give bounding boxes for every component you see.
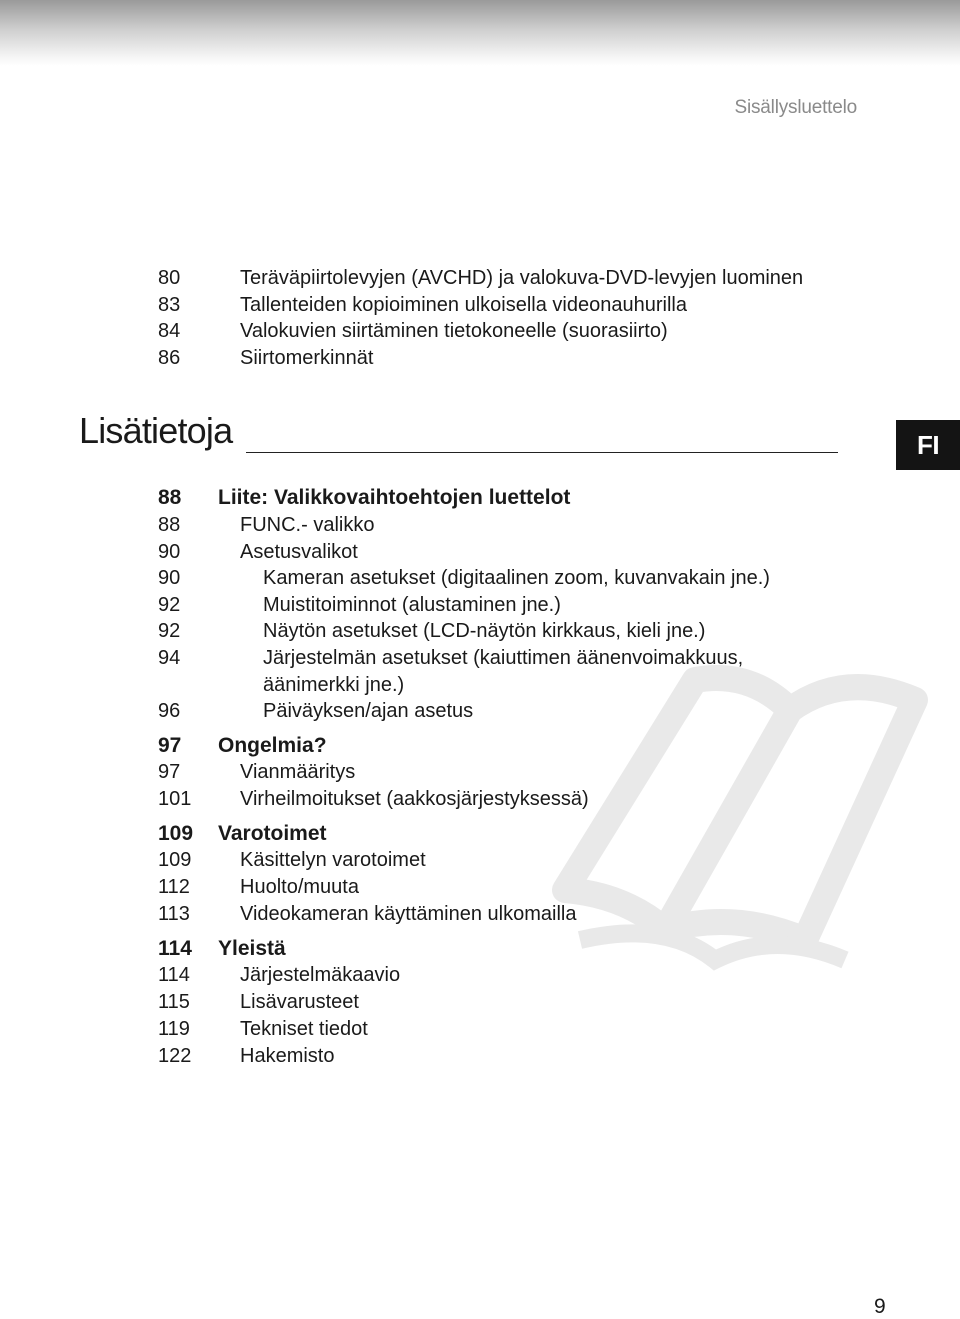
toc-page-number: 97: [158, 761, 181, 783]
header-gradient-bar: [0, 0, 960, 66]
toc-page-number: 83: [158, 294, 181, 316]
toc-page-number: 109: [158, 822, 194, 845]
toc-page-number: 96: [158, 700, 181, 722]
toc-heading-title: Varotoimet: [218, 822, 327, 845]
toc-page-number: 88: [158, 514, 181, 536]
toc-entry-title: Tallenteiden kopioiminen ulkoisella videonauhurilla: [240, 294, 687, 316]
toc-subentry-title: Näytön asetukset (LCD-näytön kirkkaus, kieli jne.): [263, 620, 706, 642]
toc-entry-title: Käsittelyn varotoimet: [240, 849, 426, 871]
toc-entry-title: Virheilmoitukset (aakkosjärjestyksessä): [240, 788, 589, 810]
toc-page-number: 114: [158, 937, 192, 960]
book-watermark-icon: [545, 640, 960, 980]
toc-entry-title: Huolto/muuta: [240, 876, 359, 898]
toc-page-number: 92: [158, 594, 181, 616]
toc-entry-title: Valokuvien siirtäminen tietokoneelle (suorasiirto): [240, 320, 668, 342]
toc-heading-title: Liite: Valikkovaihtoehtojen luettelot: [218, 486, 571, 509]
toc-page-number: 112: [158, 876, 190, 898]
toc-subentry-title: Päiväyksen/ajan asetus: [263, 700, 474, 722]
toc-entry-title: Lisävarusteet: [240, 991, 359, 1013]
toc-page-number: 115: [158, 991, 190, 1013]
toc-page-number: 86: [158, 347, 181, 369]
toc-page-number: 84: [158, 320, 181, 342]
toc-entry-title: FUNC.- valikko: [240, 514, 375, 536]
toc-page-number: 97: [158, 734, 182, 757]
language-tab: FI: [896, 420, 960, 470]
toc-entry-title: Järjestelmäkaavio: [240, 964, 401, 986]
toc-page-number: 114: [158, 964, 190, 986]
toc-subentry-title: Kameran asetukset (digitaalinen zoom, kuvanvakain jne.): [263, 567, 770, 589]
toc-heading-title: Ongelmia?: [218, 734, 327, 757]
toc-entry-title: Siirtomerkinnät: [240, 347, 374, 369]
toc-subentry-title: Järjestelmän asetukset (kaiuttimen äänenvoimakkuus,: [263, 647, 744, 669]
toc-entry-title: Teräväpiirtolevyjen (AVCHD) ja valokuva-DVD-levyjen luominen: [240, 267, 804, 289]
toc-page-number: 94: [158, 647, 181, 669]
toc-entry-title: Videokameran käyttäminen ulkomailla: [240, 903, 577, 925]
toc-page-number: 90: [158, 567, 181, 589]
toc-page-number: 101: [158, 788, 192, 810]
section-divider: [246, 452, 838, 453]
page-header-title: Sisällysluettelo: [734, 97, 857, 118]
page-number: 9: [874, 1295, 886, 1318]
toc-entry-title: Tekniset tiedot: [240, 1018, 368, 1040]
toc-page-number: 119: [158, 1018, 190, 1040]
toc-page-number: 109: [158, 849, 192, 871]
toc-entry-title: Vianmääritys: [240, 761, 356, 783]
toc-subentry-title: äänimerkki jne.): [263, 674, 405, 696]
toc-entry-title: Hakemisto: [240, 1045, 335, 1067]
toc-page-number: 92: [158, 620, 181, 642]
toc-heading-title: Yleistä: [218, 937, 286, 960]
toc-subentry-title: Muistitoiminnot (alustaminen jne.): [263, 594, 561, 616]
toc-page-number: 80: [158, 267, 181, 289]
toc-page-number: 113: [158, 903, 190, 925]
toc-page-number: 88: [158, 486, 182, 509]
toc-page-number: 90: [158, 541, 181, 563]
toc-entry-title: Asetusvalikot: [240, 541, 358, 563]
toc-page-number: 122: [158, 1045, 192, 1067]
section-title: Lisätietoja: [79, 410, 233, 451]
